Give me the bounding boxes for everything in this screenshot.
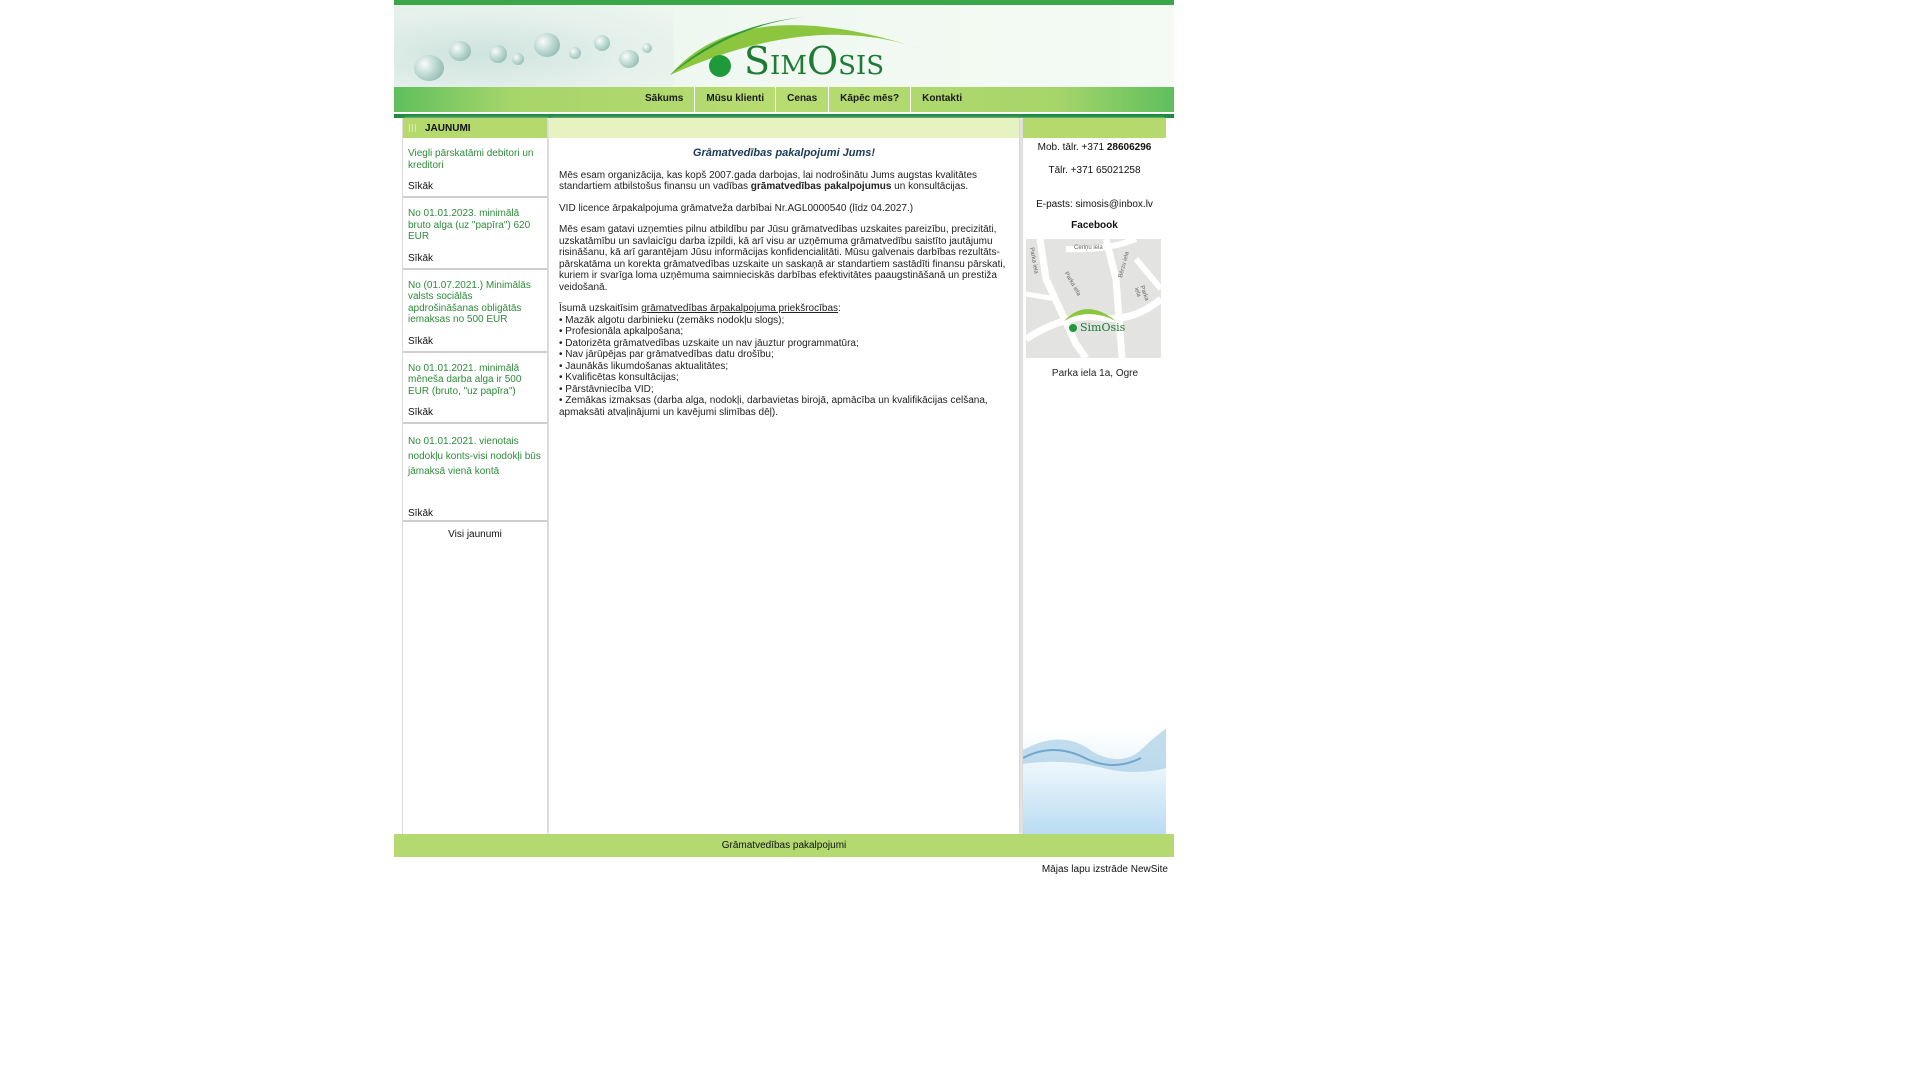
grip-icon (409, 124, 417, 132)
list-item: • Zemākas izmaksas (darba alga, nodokļi, darbavietas birojā, apmācība un kvalifikācijas celšana, apmaksāti atvaļinājumi un kavējumi slimības dēļ). (559, 395, 988, 418)
list-item: • Jaunākās likumdošanas aktualitātes; (559, 360, 729, 372)
news-title-link[interactable]: Viegli pārskatāmi debitori un kreditori (408, 148, 534, 171)
news-title-link[interactable]: No 01.01.2023. minimālā bruto alga (uz "papīra") 620 EUR (408, 208, 531, 242)
list-item: • Profesionāla apkalpošana; (559, 326, 684, 337)
nav-item-kapec-mes[interactable]: Kāpēc mēs? (829, 87, 911, 112)
water-splash-image (1023, 728, 1166, 834)
list-item: • Pārstāvniecība VID; (559, 383, 654, 395)
mobile-label: Mob. tālr. +371 (1037, 142, 1107, 153)
location-map[interactable] (1026, 239, 1161, 358)
list-item: • Datorizēta grāmatvedības uzskaite un nav jāuztur programmatūra; (559, 337, 859, 349)
news-title-link[interactable]: No 01.01.2021. minimālā mēneša darba alga ir 500 EUR (bruto, "uz papīra") (408, 362, 522, 397)
news-item (403, 424, 547, 522)
water-wave-icon (1023, 728, 1166, 834)
news-header (403, 118, 547, 138)
news-item (403, 198, 547, 270)
header (394, 5, 1174, 87)
list-item: • Nav jārūpējas par grāmatvedības datu drošību; (559, 349, 774, 360)
logo-text[interactable]: SIMOSIS (744, 39, 885, 83)
main-header-bar (549, 118, 1019, 138)
main-nav (634, 87, 973, 112)
news-more-link[interactable]: Sīkāk (408, 181, 434, 192)
map-street-label: Bērzu iela (1118, 251, 1131, 279)
map-street-label: Parka iela (1028, 247, 1039, 275)
news-more-link[interactable]: Sīkāk (408, 407, 434, 418)
news-item (403, 270, 547, 353)
facebook-link[interactable]: Facebook (1071, 220, 1118, 231)
summary-line: Īsumā uzskaitīsim grāmatvedības ārpakalpojuma priekšrocības: (559, 303, 841, 314)
map-street-label: Parka iela (1062, 271, 1082, 298)
news-title-link[interactable]: No 01.01.2021. vienotais nodokļu konts-visi nodokļi būs jāmaksā vienā kontā (408, 436, 541, 477)
news-title-link[interactable]: No (01.07.2021.) Minimālās valsts sociālās apdrošināšanas obligātās iemaksas no 500 EUR (408, 279, 531, 325)
contact-header-bar (1023, 118, 1166, 138)
main-content (549, 118, 1019, 834)
license-paragraph: VID licence ārpakalpojuma grāmatveža darbībai Nr.AGL0000540 (līdz 04.2027.) (559, 202, 914, 214)
nav-item-sakums[interactable]: Sākums (634, 87, 695, 112)
page-title: Grāmatvedības pakalpojumi Jums! (692, 147, 876, 159)
phone[interactable]: Tālr. +371 65021258 (1048, 165, 1141, 176)
map-street-label: Ceriņu iela (1074, 245, 1103, 251)
benefits-list (559, 315, 1009, 419)
map-street-label: Parka iela (1132, 285, 1150, 302)
contact-info (1023, 142, 1166, 232)
nav-item-cenas[interactable]: Cenas (776, 87, 829, 112)
news-heading: JAUNUMI (425, 122, 471, 134)
intro-paragraph: Mēs esam organizācija, kas kopš 2007.gada darbojas, lai nodrošinātu Jums augstas kvalitātes standartiem atbilstošus finansu un vadības grāmatvedības pakalpojumus un konsultācijas. (559, 169, 978, 192)
benefits-link[interactable]: grāmatvedības ārpakalpojuma priekšrocības (641, 303, 839, 314)
footer: Grāmatvedības pakalpojumi (394, 834, 1174, 857)
nav-item-musu-klienti[interactable]: Mūsu klienti (695, 87, 776, 112)
main-body (549, 138, 1019, 418)
news-item (403, 353, 547, 425)
water-drops-image (394, 5, 674, 87)
news-more-link[interactable]: Sīkāk (408, 508, 434, 519)
all-news-link[interactable]: Visi jaunumi (448, 529, 502, 540)
news-sidebar (402, 118, 547, 834)
services-bold: grāmatvedības pakalpojumus (750, 181, 892, 192)
contact-sidebar (1022, 118, 1166, 834)
mobile-number[interactable]: 28606296 (1106, 142, 1152, 153)
news-more-link[interactable]: Sīkāk (408, 252, 434, 264)
news-item (403, 138, 547, 198)
nav-item-kontakti[interactable]: Kontakti (922, 93, 963, 104)
list-item: • Mazāk algotu darbinieku (zemāks nodokļu slogs); (559, 314, 785, 326)
developer-credit-link[interactable]: Mājas lapu izstrāde NewSite (1041, 864, 1168, 875)
address: Parka iela 1a, Ogre (1051, 368, 1139, 379)
news-more-link[interactable]: Sīkāk (408, 335, 434, 347)
list-item: • Kvalificētas konsultācijas; (559, 372, 679, 383)
site-wrapper (394, 0, 1174, 882)
map-logo: SimOsis (1080, 321, 1126, 334)
responsibility-paragraph: Mēs esam gatavi uzņemties pilnu atbildību par Jūsu grāmatvedības uzskaites pareizību, precizitāti, uzskatāmību un savlaicīgu darba izpildi, kā arī visu ar uzņēmuma grāmatvedību saistīto jautājumu risināšanu, kā arī garantējam Jūsu informācijas konfidencialitāti. Mūsu galvenais darbības rezultāts- pārskatāma un korekta grāmatvedības uzskaite un saskaņā ar standartiem sastādīti finansu pārskati, kuriem ir svarīga loma uzņēmuma saimnieciskās darbības efektivitātes paaugstināšanā un prestiža veidošanā. (559, 224, 1006, 293)
email[interactable]: E-pasts: simosis@inbox.lv (1036, 199, 1153, 210)
